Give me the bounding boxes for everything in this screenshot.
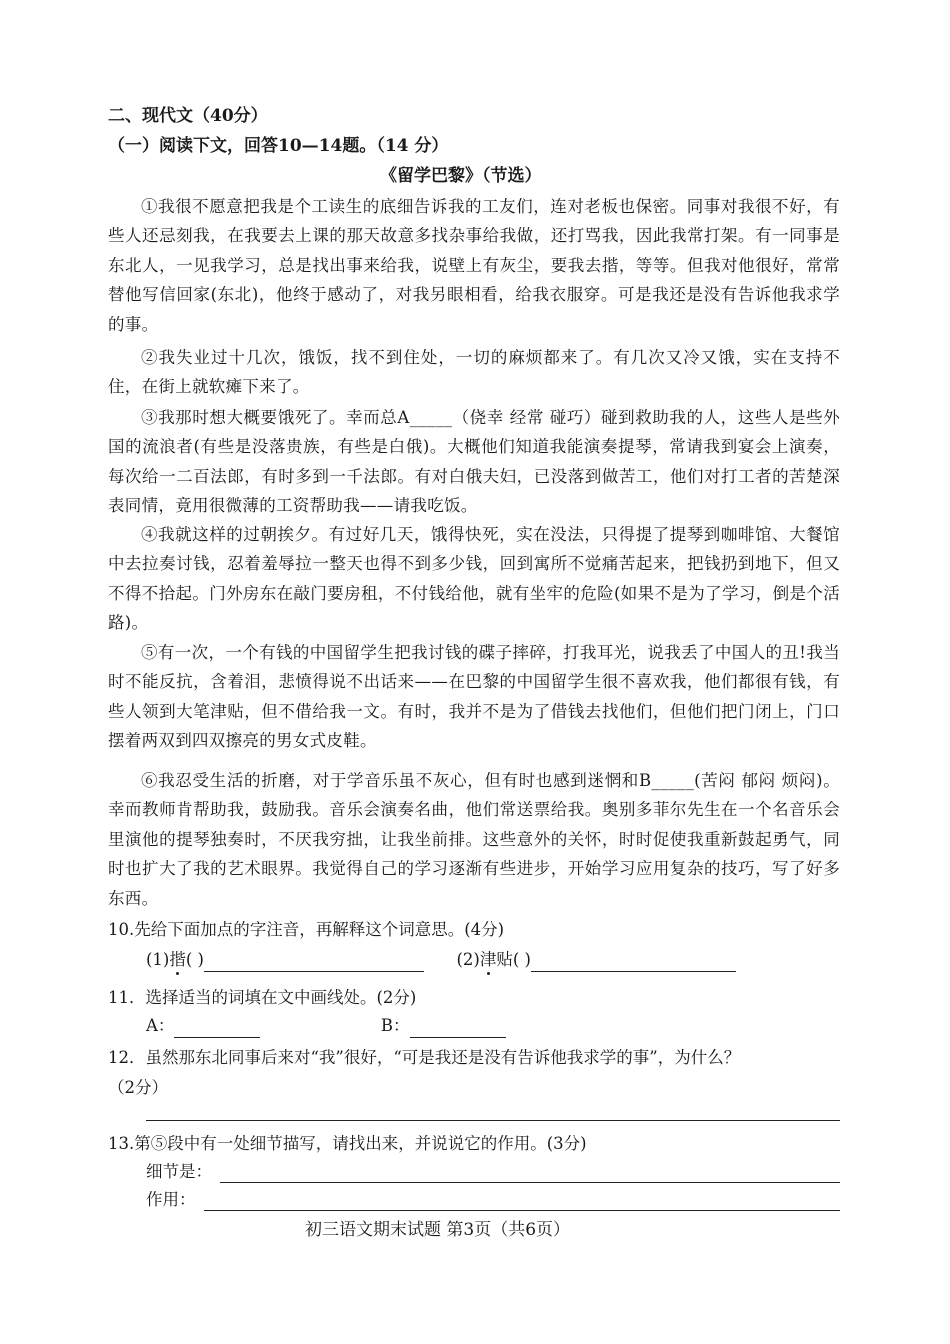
paragraph-6: ⑥我忍受生活的折磨，对于学音乐虽不灰心，但有时也感到迷惘和B_____(苦闷 郁闷 烦闷)。幸而教师肯帮助我，鼓励我。音乐会演奏名曲，他们常送票给我。奥别多菲尔先生在一个名音乐会里演他的提琴独奏时，不厌我穷拙，让我坐前排。这些意外的关怀，时时促使我重新鼓起勇气，同时也扩大了我的艺术眼界。我觉得自己的学习逐渐有些进步，开始学习应用复杂的技巧，写了好多东西。: [108, 771, 840, 908]
q10-item1-prefix: (1): [146, 950, 170, 969]
question-11: 11．选择适当的词填在文中画线处。(2分): [108, 988, 417, 1007]
q10-item2-paren: ( ): [512, 950, 531, 969]
q10-item2-suffix: 贴: [496, 950, 513, 969]
q11-label-a: A：: [146, 1016, 175, 1035]
question-13: 13.第⑤段中有一处细节描写，请找出来，并说说它的作用。(3分): [108, 1134, 587, 1153]
paragraph-4: ④我就这样的过朝挨夕。有过好几天，饿得快死，实在没法，只得提了提琴到咖啡馆、大餐馆中去拉奏讨钱，忍着羞辱拉一整天也得不到多少钱，回到寓所不觉痛苦起来，把钱扔到地下，但又不得不拾起。门外房东在敲门要房租，不付钱给他，就有坐牢的危险(如果不是为了学习，倒是个活路)。: [108, 525, 840, 633]
question-12-score: （2分）: [108, 1078, 168, 1097]
page-footer: 初三语文期末试题 第3页（共6页）: [305, 1220, 571, 1240]
section-heading: 二、现代文（40分）: [108, 106, 268, 126]
question-10-items: [146, 948, 736, 972]
paragraph-5: ⑤有一次，一个有钱的中国留学生把我讨钱的碟子摔碎，打我耳光，说我丢了中国人的丑!我当时不能反抗，含着泪，悲愤得说不出话来——在巴黎的中国留学生很不喜欢我，他们都很有钱，有些人领到大笔津贴，但不借给我一文。有时，我并不是为了借钱去找他们，但他们把门闭上，门口摆着两双到四双擦亮的男女式皮鞋。: [108, 643, 840, 751]
article-title: 《留学巴黎》（节选）: [380, 166, 542, 186]
question-10: 10.先给下面加点的字注音，再解释这个词意思。(4分): [108, 920, 505, 939]
paragraph-2: ②我失业过十几次，饿饭，找不到住处，一切的麻烦都来了。有几次又冷又饿，实在支持不住，在街上就软瘫下来了。: [108, 348, 840, 397]
q10-item2-char: 津: [479, 950, 497, 969]
paragraph-3: ③我那时想大概要饿死了。幸而总A_____（侥幸 经常 碰巧）碰到救助我的人，这些人是些外国的流浪者(有些是没落贵族，有些是白俄)。大概他们知道我能演奏提琴，常请我到宴会上演奏，每次给一二百法郎，有时多到一千法郎。有对白俄夫妇，已没落到做苦工，他们对打工者的苦楚深表同情，竟用很微薄的工资帮助我——请我吃饭。: [108, 408, 840, 516]
q13-label-detail: 细节是：: [146, 1162, 212, 1181]
paragraph-1: ①我很不愿意把我是个工读生的底细告诉我的工友们，连对老板也保密。同事对我很不好，有些人还忌刻我，在我要去上课的那天故意多找杂事给我做，还打骂我，因此我常打架。有一同事是东北人，一见我学习，总是找出事来给我，说壁上有灰尘，要我去揩，等等。但我对他很好，常常替他写信回家(东北)，他终于感动了，对我另眼相看，给我衣服穿。可是我还是没有告诉他我求学的事。: [108, 197, 840, 334]
q13-label-effect: 作用：: [146, 1190, 196, 1209]
q10-item1-answer[interactable]: [204, 951, 424, 972]
q10-item1-char: 揩: [169, 950, 186, 969]
question-12: 12．虽然那东北同事后来对“我”很好，“可是我还是没有告诉他我求学的事”，为什么？: [108, 1048, 741, 1067]
q13-detail-answer[interactable]: [220, 1182, 840, 1183]
q11-label-b: B：: [380, 1016, 410, 1035]
q11-answer-b[interactable]: [410, 1017, 506, 1038]
q11-answer-a[interactable]: [174, 1017, 260, 1038]
q10-item2-prefix: (2): [456, 950, 480, 969]
q12-answer-line[interactable]: [146, 1120, 840, 1121]
sub-heading: （一）阅读下文，回答10—14题。（14 分）: [108, 136, 449, 156]
q10-item2-answer[interactable]: [531, 951, 736, 972]
q13-effect-answer[interactable]: [204, 1210, 840, 1211]
question-11-blanks: [146, 1014, 506, 1038]
q10-item1-paren: ( ): [185, 950, 204, 969]
